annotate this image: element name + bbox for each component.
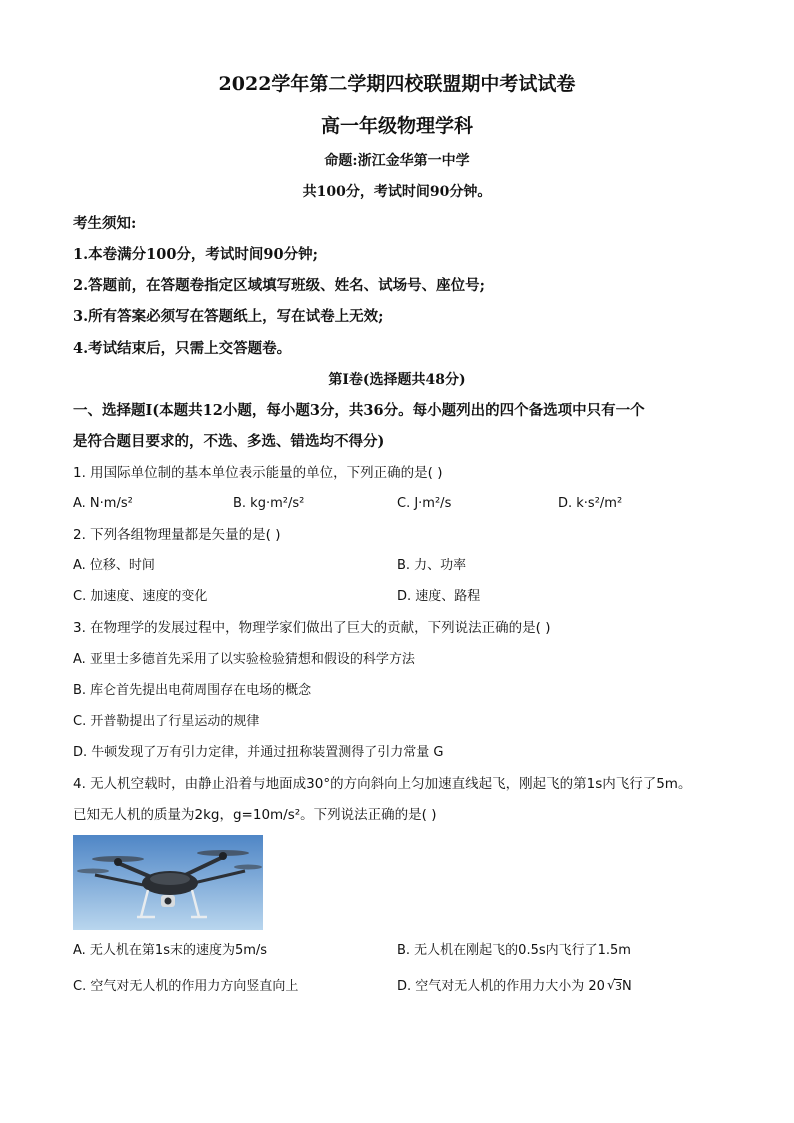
- section-heading: 第Ⅰ卷(选择题共48分): [328, 372, 466, 388]
- question-4-stem-line1: 4. 无人机空载时，由静止沿着与地面成30°的方向斜向上匀加速直线起飞，刚起飞的第1s内飞行了5m。: [73, 776, 692, 792]
- question-1-option-a: A. N·m/s²: [73, 496, 133, 511]
- sqrt-symbol: √ 3: [606, 978, 622, 993]
- question-4-option-d-prefix: D. 空气对无人机的作用力大小为 20: [397, 979, 605, 994]
- notice-item: 1.本卷满分100分，考试时间90分钟;: [73, 246, 318, 263]
- sqrt-radicand: 3: [614, 980, 622, 993]
- exam-subtitle: 高一年级物理学科: [320, 115, 473, 137]
- question-3-stem: 3. 在物理学的发展过程中，物理学家们做出了巨大的贡献，下列说法正确的是( ): [73, 620, 551, 636]
- question-4-option-a: A. 无人机在第1s末的速度为5m/s: [73, 943, 268, 958]
- exam-author: 命题:浙江金华第一中学: [324, 153, 470, 169]
- question-1-stem: 1. 用国际单位制的基本单位表示能量的单位，下列正确的是( ): [73, 465, 443, 481]
- question-4-option-d: [397, 978, 632, 996]
- question-2-option-c: C. 加速度、速度的变化: [73, 589, 208, 604]
- question-1-option-b: B. kg·m²/s²: [233, 496, 305, 511]
- question-2-stem: 2. 下列各组物理量都是矢量的是( ): [73, 527, 281, 543]
- question-4-stem-line2: 已知无人机的质量为2kg，g=10m/s²。下列说法正确的是( ): [73, 807, 437, 823]
- question-1-option-d: D. k·s²/m²: [558, 496, 623, 511]
- question-3-option-d: D. 牛顿发现了万有引力定律，并通过扭称装置测得了引力常量 G: [73, 745, 444, 760]
- part-instructions-line1: 一、选择题Ⅰ(本题共12小题，每小题3分，共36分。每小题列出的四个备选项中只有一个: [73, 402, 645, 419]
- question-1-option-c: C. J·m²/s: [397, 496, 452, 511]
- exam-title: 2022学年第二学期四校联盟期中考试试卷: [218, 73, 576, 95]
- question-2-option-b: B. 力、功率: [397, 558, 467, 573]
- drone-image: [73, 835, 263, 930]
- question-4-option-c: C. 空气对无人机的作用力方向竖直向上: [73, 979, 299, 994]
- question-4-option-b: B. 无人机在刚起飞的0.5s内飞行了1.5m: [397, 943, 631, 958]
- question-2-option-a: A. 位移、时间: [73, 558, 155, 573]
- question-4-option-d-unit: N: [621, 979, 632, 994]
- notice-item: 4.考试结束后，只需上交答题卷。: [73, 340, 292, 357]
- question-3-option-c: C. 开普勒提出了行星运动的规律: [73, 714, 260, 729]
- question-2-option-d: D. 速度、路程: [397, 589, 481, 604]
- question-3-option-a: A. 亚里士多德首先采用了以实验检验猜想和假设的科学方法: [73, 652, 415, 667]
- notice-item: 3.所有答案必须写在答题纸上，写在试卷上无效;: [73, 308, 384, 325]
- question-3-option-b: B. 库仑首先提出电荷周围存在电场的概念: [73, 683, 312, 698]
- exam-info: 共100分，考试时间90分钟。: [302, 184, 492, 200]
- drone-photo: [73, 835, 263, 930]
- part-instructions-line2: 是符合题目要求的，不选、多选、错选均不得分): [73, 433, 385, 450]
- notice-heading: 考生须知:: [73, 215, 137, 232]
- notice-item: 2.答题前，在答题卷指定区域填写班级、姓名、试场号、座位号;: [73, 277, 485, 294]
